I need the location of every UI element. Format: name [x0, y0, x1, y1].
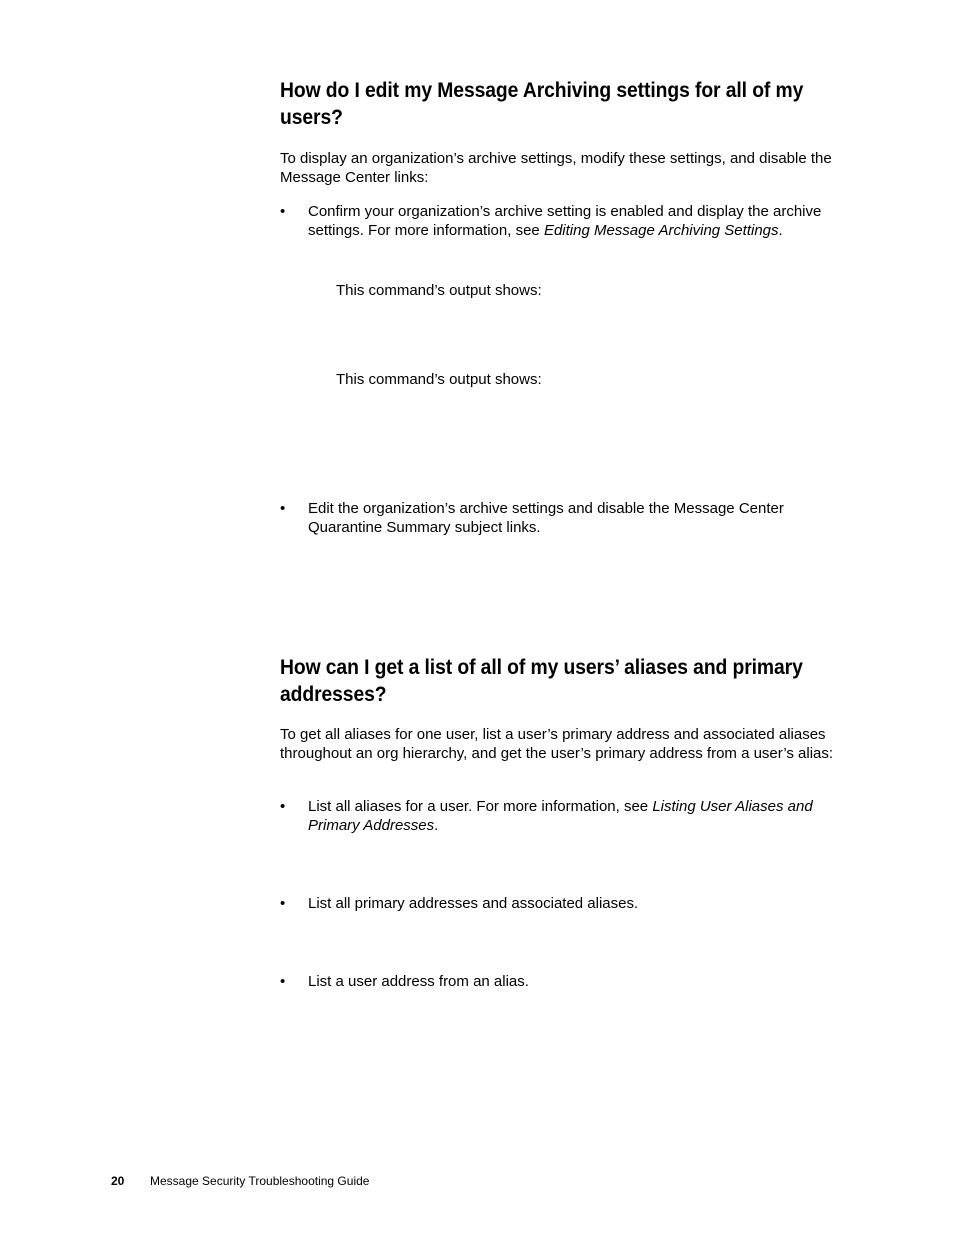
list-item — [280, 797, 844, 835]
list-item — [280, 499, 844, 537]
list-item-text: Confirm your organization’s archive setting is enabled and display the archive settings. For more information, see Editing Message Archiving Settings. — [308, 203, 822, 239]
list-item-text: Edit the organization’s archive settings and disable the Message Center Quarantine Summary subject links. — [308, 500, 784, 536]
list-item — [280, 972, 844, 991]
bullet-marker: • — [280, 500, 286, 517]
list-item — [280, 894, 844, 913]
section-intro-archiving: To display an organization’s archive settings, modify these settings, and disable the Message Center links: — [280, 150, 832, 186]
command-output-note: This command’s output shows: — [336, 371, 542, 388]
list-item-text: List all aliases for a user. For more information, see Listing User Aliases and Primary Addresses. — [308, 798, 813, 834]
list-item — [280, 202, 844, 240]
section-heading-aliases: How can I get a list of all of my users’ aliases and primary addresses? — [280, 656, 803, 706]
bullet-marker: • — [280, 203, 286, 220]
list-item-text: List all primary addresses and associated aliases. — [308, 895, 639, 912]
section-heading-archiving: How do I edit my Message Archiving settings for all of my users? — [280, 79, 804, 129]
page-number: 20 — [111, 1174, 125, 1188]
document-title: Message Security Troubleshooting Guide — [150, 1174, 370, 1188]
list-item-text: List a user address from an alias. — [308, 973, 529, 990]
section-intro-aliases: To get all aliases for one user, list a user’s primary address and associated aliases throughout an org hierarchy, and get the user’s primary address from a user’s alias: — [280, 726, 834, 762]
bullet-marker: • — [280, 798, 286, 815]
bullet-marker: • — [280, 895, 286, 912]
cross-reference-link[interactable]: Listing User Aliases and Primary Addresses — [308, 798, 813, 834]
cross-reference-link[interactable]: Editing Message Archiving Settings — [543, 222, 779, 239]
bullet-marker: • — [280, 973, 286, 990]
command-output-note: This command’s output shows: — [336, 282, 542, 299]
